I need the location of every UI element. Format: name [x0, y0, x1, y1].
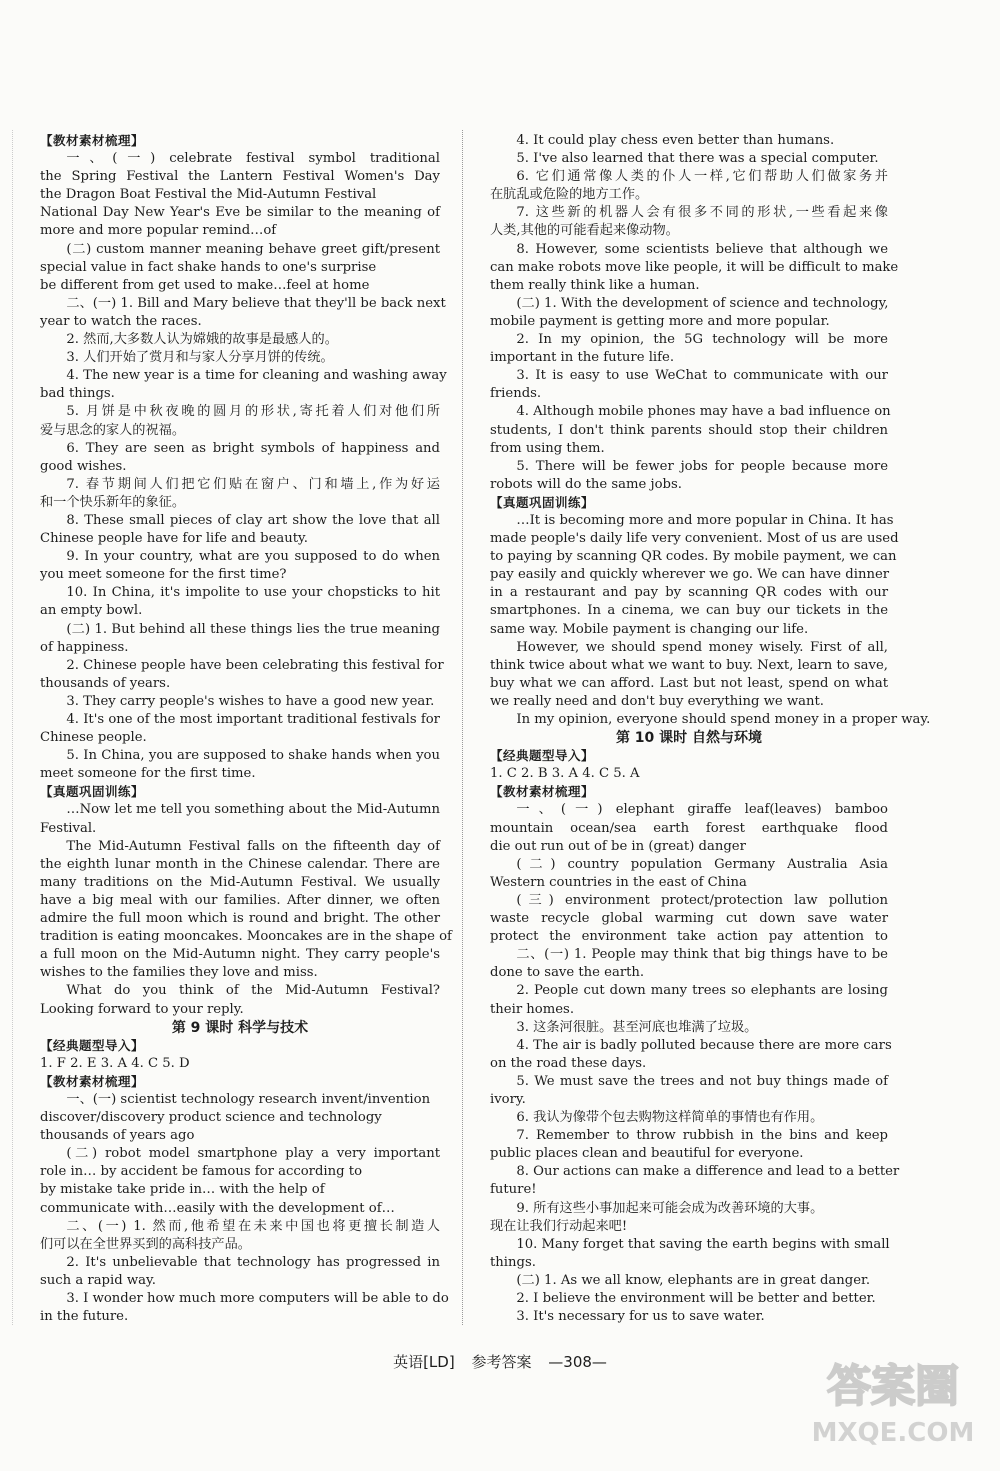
column-divider: [462, 130, 463, 1325]
text-line: 1. C 2. B 3. A 4. C 5. A: [490, 766, 640, 782]
text-line: from using them.: [490, 440, 605, 456]
binding-edge-dots: [12, 130, 13, 1325]
text-line: many traditions on the Mid-Autumn Festival. We usually: [40, 874, 440, 890]
text-line: 人类,其他的可能看起来像动物。: [490, 223, 679, 239]
text-line: Festival.: [40, 820, 97, 836]
text-line: 5. I've also learned that there was a special computer.: [516, 151, 879, 167]
text-line: What do you think of the Mid-Autumn Festival?: [66, 983, 440, 999]
text-line: such a rapid way.: [40, 1272, 156, 1288]
text-line: 2. In my opinion, the 5G technology will be more: [516, 332, 888, 348]
text-line: 爱与思念的家人的祝福。: [40, 422, 186, 438]
text-line: 3. 这条河很脏。甚至河底也堆满了垃圾。: [516, 1019, 758, 1035]
text-line: 3. It's necessary for us to save water.: [516, 1309, 765, 1325]
right-column: [490, 132, 931, 1326]
text-line: die out run out of be in (great) danger: [490, 838, 746, 854]
text-line: 一、(一) elephant giraffe leaf(leaves) bamboo: [516, 802, 888, 818]
text-line: smartphones. In a cinema, we can buy our tickets in the: [490, 603, 888, 619]
text-line: Western countries in the east of China: [490, 874, 747, 890]
text-line: 3. It is easy to use WeChat to communicate with our: [516, 368, 888, 384]
text-line: have a big meal with our families. After dinner, we often: [40, 892, 440, 908]
text-line: 7. 这些新的机器人会有很多不同的形状,一些看起来像: [516, 205, 888, 221]
text-line: things.: [490, 1254, 536, 1270]
text-line: pay easily and quickly wherever we go. We can have dinner: [490, 567, 890, 583]
text-line: role in… by accident be famous for according to: [40, 1164, 363, 1180]
left-column: [40, 132, 452, 1326]
text-line: meet someone for the first time.: [40, 766, 256, 782]
text-line: 1. F 2. E 3. A 4. C 5. D: [40, 1055, 190, 1071]
text-line: Looking forward to your reply.: [40, 1001, 244, 1017]
text-line: (二) 1. But behind all these things lies the true meaning: [66, 621, 440, 637]
text-line: …Now let me tell you something about the Mid-Autumn: [66, 802, 440, 818]
text-line: protect the environment take action pay attention to: [490, 929, 888, 945]
text-line: 3. 人们开始了赏月和与家人分享月饼的传统。: [66, 350, 334, 366]
text-line: 5. In China, you are supposed to shake hands when you: [66, 748, 440, 764]
text-line: done to save the earth.: [490, 965, 645, 981]
text-line: (二) robot model smartphone play a very important: [66, 1146, 440, 1162]
text-line: …It is becoming more and more popular in China. It has: [516, 512, 894, 528]
text-line: thousands of years.: [40, 675, 171, 691]
text-line: bad things.: [40, 386, 115, 402]
watermark-url: MXQE.COM: [811, 1418, 975, 1448]
text-line: good wishes.: [40, 458, 127, 474]
text-line: 8. These small pieces of clay art show the love that all: [66, 512, 440, 528]
section-heading: 【真题巩固训练】: [490, 494, 595, 510]
text-line: wishes to the families they love and miss.: [40, 965, 318, 981]
text-line: In my opinion, everyone should spend money in a proper way.: [516, 712, 931, 727]
text-line: in a restaurant and pay by scanning QR codes with our: [490, 585, 888, 601]
text-line: 在肮乱或危险的地方工作。: [490, 187, 649, 203]
text-line: discover/discovery product science and technology: [40, 1110, 382, 1126]
text-line: 9. 所有这些小事加起来可能会成为改善环境的大事。: [516, 1200, 824, 1216]
text-line: buy what we can afford. Last but not least, spend on what: [490, 675, 888, 691]
section-heading: 【教材素材梳理】: [40, 133, 145, 148]
text-line: 一、(一) celebrate festival symbol traditional: [66, 151, 440, 167]
text-line: important in the future life.: [490, 350, 675, 366]
text-line: mountain ocean/sea earth forest earthquake flood: [490, 820, 888, 836]
text-line: mobile payment is getting more and more popular.: [490, 313, 830, 329]
text-line: 二、(一) 1. Bill and Mary believe that they'll be back next: [66, 295, 446, 311]
text-line: be different from get used to make…feel at home: [40, 277, 370, 293]
text-line: 2. I believe the environment will be better and better.: [516, 1291, 876, 1306]
lesson-title: 第 9 课时 科学与技术: [171, 1019, 309, 1036]
text-line: (三) environment protect/protection law pollution: [516, 892, 888, 908]
text-line: to paying by scanning QR codes. By mobile payment, we can: [490, 549, 897, 565]
text-line: (二) country population Germany Australia Asia: [516, 856, 888, 872]
text-line: in the future.: [40, 1309, 129, 1325]
footer-section: 参考答案: [471, 1353, 532, 1371]
text-line: 现在让我们行动起来吧!: [490, 1218, 628, 1234]
section-heading: 【经典题型导入】: [40, 1037, 145, 1053]
text-line: students, I don't think parents should stop their children: [490, 422, 888, 438]
footer-subject: 英语[LD]: [393, 1353, 455, 1371]
text-line: we really need and don't buy everything we want.: [490, 693, 824, 709]
text-line: the Dragon Boat Festival the Mid-Autumn Festival: [40, 187, 377, 203]
text-line: you meet someone for the first time?: [40, 567, 287, 583]
text-line: tradition is eating mooncakes. Mooncakes are in the shape of: [40, 929, 452, 945]
text-line: can make robots move like people, it will be difficult to make: [490, 259, 899, 275]
text-line: 7. Remember to throw rubbish in the bins and keep: [516, 1128, 888, 1144]
text-line: same way. Mobile payment is changing our life.: [490, 621, 809, 637]
text-line: more and more popular remind…of: [40, 223, 277, 239]
text-line: made people's daily life very convenient. Most of us are used: [490, 531, 899, 547]
text-line: 一、(一) scientist technology research invent/invention: [66, 1091, 431, 1107]
text-line: 10. In China, it's impolite to use your chopsticks to hit: [66, 585, 440, 601]
text-line: 2. It's unbelievable that technology has progressed in: [66, 1254, 440, 1270]
text-line: 4. It could play chess even better than humans.: [516, 133, 835, 148]
text-line: (二) custom manner meaning behave greet gift/present: [66, 241, 440, 257]
text-line: Chinese people have for life and beauty.: [40, 531, 308, 547]
section-heading: 【教材素材梳理】: [40, 1073, 145, 1089]
text-line: 2. Chinese people have been celebrating this festival for: [66, 657, 444, 673]
text-line: 9. In your country, what are you supposed to do when: [66, 549, 440, 565]
text-line: 7. 春节期间人们把它们贴在窗户、门和墙上,作为好运: [66, 476, 440, 492]
lesson-title: 第 10 课时 自然与环境: [615, 730, 763, 747]
text-line: 们可以在全世界买到的高科技产品。: [40, 1236, 251, 1252]
text-line: 4. It's one of the most important traditional festivals for: [66, 712, 440, 727]
text-line: friends.: [490, 386, 542, 402]
section-heading: 【教材素材梳理】: [490, 784, 595, 800]
text-line: 10. Many forget that saving the earth begins with small: [516, 1236, 890, 1252]
text-line: 6. 我认为像带个包去购物这样简单的事情也有作用。: [516, 1110, 824, 1126]
text-line: of happiness.: [40, 639, 129, 655]
text-line: However, we should spend money wisely. First of all,: [516, 639, 888, 655]
text-line: (二) 1. With the development of science and technology,: [516, 295, 889, 311]
text-line: 4. Although mobile phones may have a bad influence on: [516, 404, 891, 420]
text-line: an empty bowl.: [40, 603, 143, 619]
section-heading: 【经典题型导入】: [490, 748, 595, 764]
text-line: robots will do the same jobs.: [490, 476, 682, 492]
text-line: National Day New Year's Eve be similar to the meaning of: [40, 205, 440, 221]
text-line: 4. The new year is a time for cleaning and washing away: [66, 368, 447, 384]
text-line: 二、(一) 1. 然而,他希望在未来中国也将更擅长制造人: [66, 1218, 440, 1234]
text-line: communicate with…easily with the development of…: [40, 1200, 395, 1216]
text-line: special value in fact shake hands to one's surprise: [40, 259, 377, 275]
text-line: 3. They carry people's wishes to have a good new year.: [66, 693, 435, 709]
text-line: public places clean and beautiful for everyone.: [490, 1146, 804, 1162]
text-line: The Mid-Autumn Festival falls on the fifteenth day of: [66, 838, 440, 854]
text-line: their homes.: [490, 1001, 575, 1017]
text-line: year to watch the races.: [40, 313, 202, 329]
watermark-logo-text: 答案圈: [827, 1361, 959, 1412]
text-line: Chinese people.: [40, 730, 147, 746]
text-line: a full moon on the Mid-Autumn night. They carry people's: [40, 947, 440, 963]
text-line: think twice about what we want to buy. Next, learn to save,: [490, 657, 888, 673]
text-line: 8. However, some scientists believe that although we: [516, 241, 888, 257]
text-line: 5. We must save the trees and not buy things made of: [516, 1073, 888, 1089]
text-line: thousands of years ago: [40, 1128, 195, 1144]
text-line: waste recycle global warming cut down save water: [490, 911, 888, 927]
text-line: future!: [490, 1182, 537, 1198]
text-line: on the road these days.: [490, 1055, 647, 1071]
text-line: 6. They are seen as bright symbols of happiness and: [66, 440, 440, 456]
text-line: 8. Our actions can make a difference and lead to a better: [516, 1164, 900, 1180]
text-line: 4. The air is badly polluted because there are more cars: [516, 1037, 892, 1053]
page-number: —308—: [548, 1353, 607, 1371]
text-line: the eighth lunar month in the Chinese calendar. There are: [40, 856, 440, 872]
text-line: 二、(一) 1. People may think that big things have to be: [516, 947, 888, 963]
text-line: 2. 然而,大多数人认为嫦娥的故事是最感人的。: [66, 332, 338, 348]
text-line: 和一个快乐新年的象征。: [40, 494, 186, 510]
text-line: admire the full moon which is round and bright. The other: [40, 911, 440, 927]
text-line: the Spring Festival the Lantern Festival Women's Day: [40, 169, 440, 185]
text-line: 6. 它们通常像人类的仆人一样,它们帮助人们做家务并: [516, 169, 888, 185]
text-line: by mistake take pride in… with the help of: [40, 1182, 325, 1198]
text-line: 2. People cut down many trees so elephants are losing: [516, 983, 888, 999]
text-line: 5. 月饼是中秋夜晚的圆月的形状,寄托着人们对他们所: [66, 404, 440, 420]
section-heading: 【真题巩固训练】: [40, 784, 145, 800]
watermark-logo: [808, 1343, 978, 1453]
text-line: (二) 1. As we all know, elephants are in great danger.: [516, 1272, 871, 1288]
text-line: 5. There will be fewer jobs for people because more: [516, 458, 888, 474]
text-line: them really think like a human.: [490, 277, 700, 293]
text-line: ivory.: [490, 1091, 526, 1107]
text-line: 3. I wonder how much more computers will be able to do: [66, 1291, 449, 1306]
